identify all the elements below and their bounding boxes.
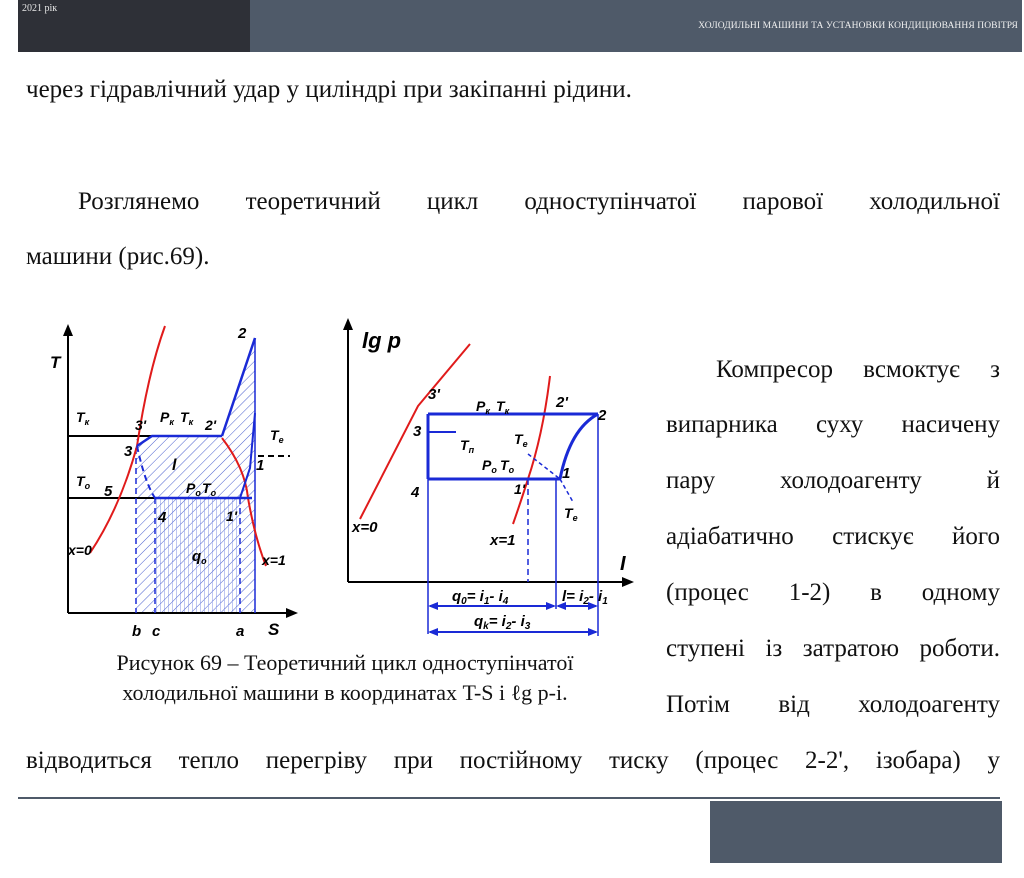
ts-a-label: a xyxy=(236,623,245,640)
ts-pk-label: $P_к$ xyxy=(160,409,174,427)
ts-work-label: l xyxy=(172,457,177,474)
lgp-to-label: $T_о$ xyxy=(500,457,515,475)
ts-po-label: $P_о$ xyxy=(186,480,201,498)
ts-point-2-prime: 2' xyxy=(205,417,217,433)
paragraph-line-3: машини (рис.69). xyxy=(26,243,210,270)
ts-diagram xyxy=(40,318,310,648)
right-col-line-6: ступені із затратою роботи. xyxy=(666,635,1000,662)
right-col-line-4: адіабатично стискує його xyxy=(666,523,1000,550)
lgp-tp-label: $T_п$ xyxy=(460,437,475,455)
ts-c-label: c xyxy=(152,623,161,640)
lgp-l-label: $l= i_2-$ $i_1$ xyxy=(562,588,608,607)
lgp-qk-label: $q_k= i_2-$ $i_3$ xyxy=(474,613,531,632)
lgp-point-3: 3 xyxy=(413,423,422,440)
lgp-vapour-line xyxy=(513,376,550,524)
ts-te-label: $T_е$ xyxy=(270,427,284,445)
lgp-pk-label: $P_к$ xyxy=(476,398,490,416)
ts-point-5: 5 xyxy=(104,483,113,500)
right-col-line-1: Компресор всмоктує з xyxy=(716,356,1000,383)
lgp-point-2: 2 xyxy=(598,407,607,424)
paragraph-line-1: через гідравлічний удар у циліндрі при закіпанні рідини. xyxy=(26,76,632,103)
lgp-x1-label: x=1 xyxy=(490,532,516,549)
lgp-point-1-prime: 1' xyxy=(514,481,526,497)
right-col-line-2: випарника суху насичену xyxy=(666,411,1000,438)
lgp-po-label: $P_о$ xyxy=(482,457,497,475)
lgp-x-axis-label: I xyxy=(620,553,626,575)
lgp-tk-label: $T_к$ xyxy=(496,398,510,416)
ts-x1-label: x=1 xyxy=(262,552,286,568)
figure-caption-line-1: Рисунок 69 – Теоретичний цикл одноступінчатої xyxy=(116,650,574,675)
ts-point-2: 2 xyxy=(238,325,247,342)
ts-point-3-prime: 3' xyxy=(135,417,147,433)
ts-tk2-label: $T_к$ xyxy=(180,409,194,427)
figure-caption-line-2: холодильної машини в координатах T-S і ℓg p-i. xyxy=(122,680,568,705)
right-col-line-3: пару холодоагенту й xyxy=(666,467,1000,494)
paragraph-last-line: відводиться тепло перегріву при постійному тиску (процес 2-2', ізобара) у xyxy=(26,747,1000,774)
ts-qo-label: $q_о$ xyxy=(192,548,207,566)
footer-slate-block xyxy=(710,801,1002,863)
lgp-x0-label: x=0 xyxy=(352,519,378,536)
lgp-point-2-prime: 2' xyxy=(556,394,568,411)
ts-y-axis-label: T xyxy=(50,353,61,372)
lgp-i-diagram xyxy=(328,314,650,644)
lgp-point-1: 1 xyxy=(562,465,571,482)
ts-x0-label: x=0 xyxy=(68,542,92,558)
header-course-title: ХОЛОДИЛЬНІ МАШИНИ ТА УСТАНОВКИ КОНДИЦІЮВАННЯ ПОВІТРЯ xyxy=(698,21,1018,31)
ts-point-3: 3 xyxy=(124,443,133,460)
lgp-point-3-prime: 3' xyxy=(428,386,440,403)
right-col-line-5: (процес 1-2) в одному xyxy=(666,579,1000,606)
ts-tk-label: $T_к$ xyxy=(76,409,90,427)
ts-point-1-prime: 1' xyxy=(226,508,238,524)
header-year: 2021 рік xyxy=(22,3,58,14)
ts-to-label: $T_о$ xyxy=(76,473,91,491)
ts-to2-label: $T_о$ xyxy=(202,480,217,498)
lgp-point-4: 4 xyxy=(411,484,420,501)
paragraph-line-2: Розглянемо теоретичний цикл одноступінчатої парової холодильної xyxy=(78,188,1000,215)
right-col-line-7: Потім від холодоагенту xyxy=(666,691,1000,718)
lgp-q0-label: $q_0= i_1-$ $i_4$ xyxy=(452,588,509,607)
lgp-y-axis-label: lg p xyxy=(362,328,402,353)
footer-divider xyxy=(18,797,1000,799)
figure-caption xyxy=(60,648,630,708)
ts-x-axis-label: S xyxy=(268,620,280,639)
ts-point-4: 4 xyxy=(158,509,167,526)
lgp-te-label: $T_е$ xyxy=(514,431,528,449)
ts-b-label: b xyxy=(132,623,142,640)
lgp-te2-label: $T_е$ xyxy=(564,505,578,523)
ts-point-1: 1 xyxy=(256,457,265,474)
